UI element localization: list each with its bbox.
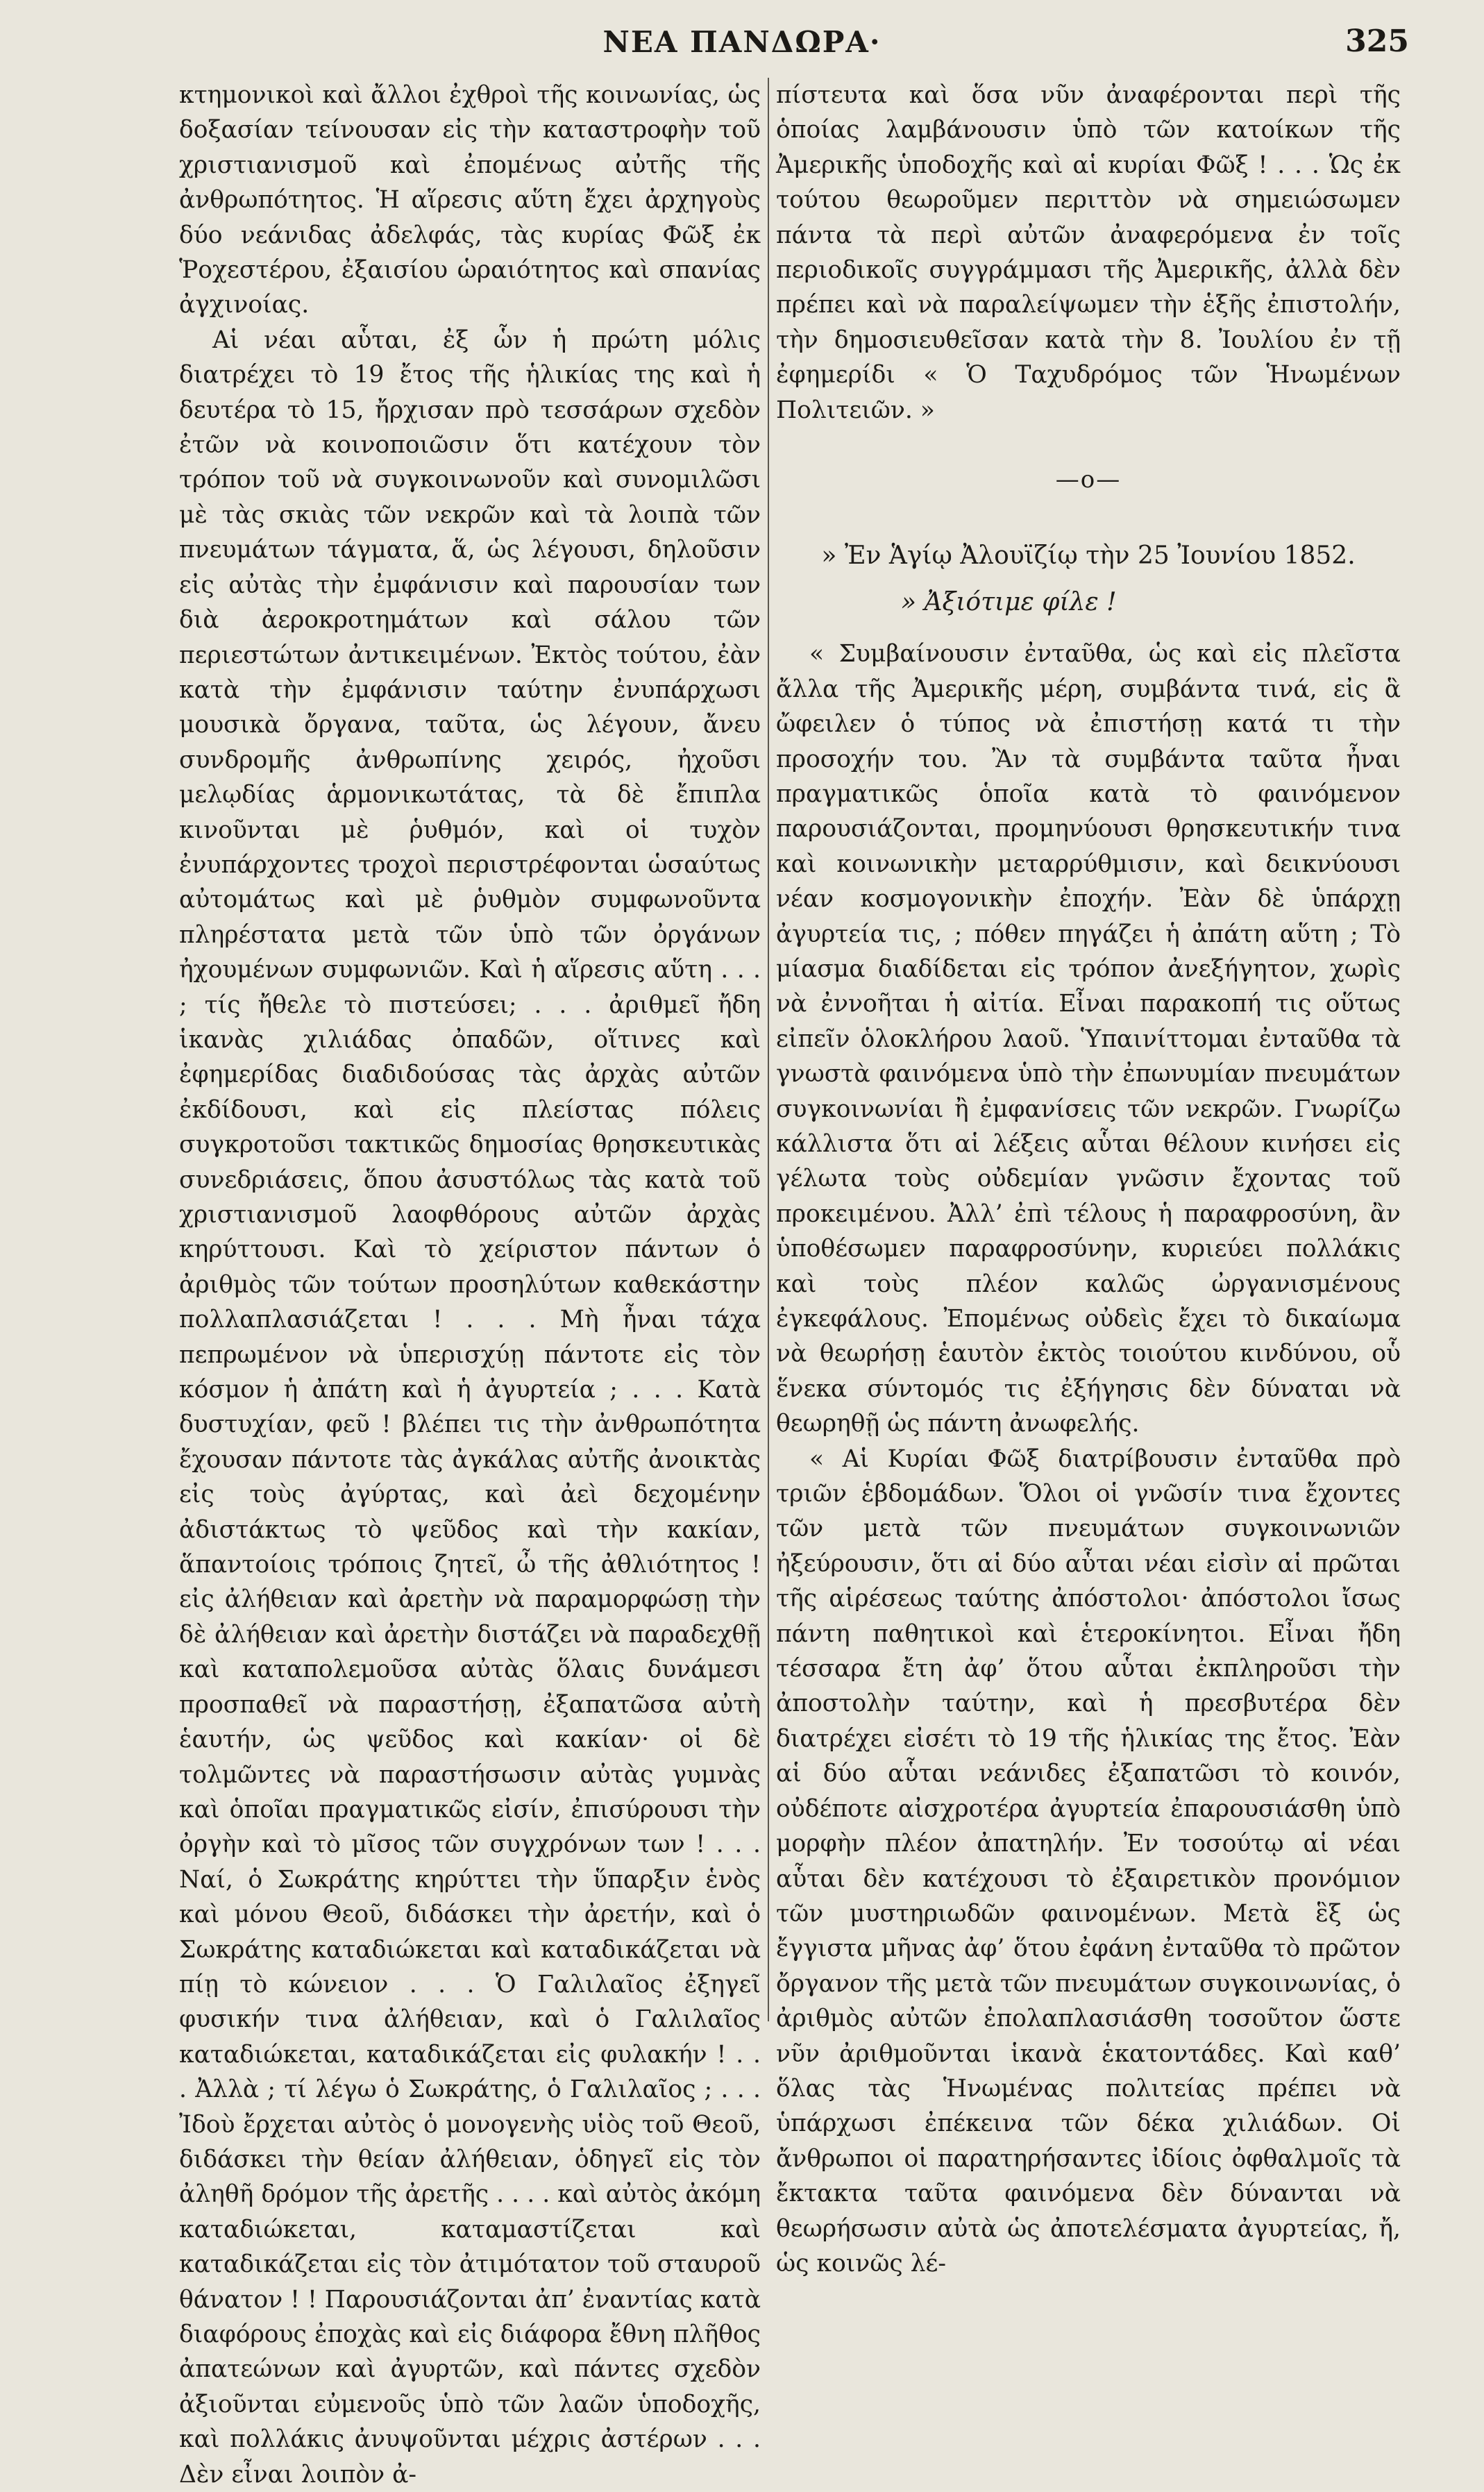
letter-paragraph: « Αἱ Κυρίαι Φῶξ διατρίβουσιν ἐνταῦθα πρὸ τριῶν ἑβδομάδων. Ὅλοι οἱ γνῶσίν τινα ἔχοντες τῶν μετὰ τῶν πνευμάτων συγκοινωνιῶν ἠξεύρουσιν, ὅτι αἱ δύο αὗται νέαι εἰσὶν αἱ πρῶται τῆς αἱρέσεως ταύτης ἀπόστολοι· ἀπόστολοι ἴσως πάντη παθητικοὶ καὶ ἑτεροκίνητοι. Εἶναι ἤδη τέσσαρα ἔτη ἀφ’ ὅτου αὗται ἐκπληροῦσι τὴν ἀποστολὴν ταύτην, καὶ ἡ πρεσβυτέρα δὲν διατρέχει εἰσέτι τὸ 19 τῆς ἡλικίας της ἔτος. Ἐὰν αἱ δύο αὗται νεάνιδες ἐξαπατῶσι τὸ κοινόν, οὐδέποτε αἰσχροτέρα ἀγυρτεία ἐπαρουσιάσθη ὑπὸ μορφὴν πλέον ἀπατηλήν. Ἐν τοσούτῳ αἱ νέαι αὗται δὲν κατέχουσι τὸ ἐξαιρετικὸν προνόμιον τῶν μυστηριωδῶν φαινομένων. Μετὰ ἓξ ὡς ἔγγιστα μῆνας ἀφ’ ὅτου ἐφάνη ἐνταῦθα τὸ πρῶτον ὄργανον τῆς μετὰ τῶν πνευμάτων συγκοινωνίας, ὁ ἀριθμὸς αὐτῶν ἐπολαπλασιάσθη τοσοῦτον ὥστε νῦν ἀριθμοῦνται ἱκανὰ ἑκατοντάδες. Καὶ καθ’ ὅλας τὰς Ἡνωμένας πολιτείας πρέπει νὰ ὑπάρχωσι ἐπέκεινα τῶν δέκα χιλιάδων. Οἱ ἄνθρωποι οἱ παρατηρήσαντες ἰδίοις ὀφθαλμοῖς τὰ ἔκτακτα ταῦτα φαινόμενα δὲν δύνανται νὰ θεωρήσωσιν αὐτὰ ὡς ἀποτελέσματα ἀγυρτείας, ἤ, ὡς κοινῶς λέ- — [776, 1445, 1401, 2278]
paragraph: πίστευτα καὶ ὅσα νῦν ἀναφέρονται περὶ τῆς ὁποίας λαμβάνουσιν ὑπὸ τῶν κατοίκων τῆς Ἀμερικῆς ὑποδοχῆς καὶ αἱ κυρίαι Φῶξ ! . . . Ὡς ἐκ τούτου θεωροῦμεν περιττὸν νὰ σημειώσωμεν πάντα τὰ περὶ αὐτῶν ἀναφερόμενα ἐν τοῖς περιοδικοῖς συγγράμμασι τῆς Ἀμερικῆς, ἀλλὰ δὲν πρέπει καὶ νὰ παραλείψωμεν τὴν ἑξῆς ἐπιστολήν, τὴν δημοσιευθεῖσαν κατὰ τὴν 8. Ἰουλίου ἐν τῇ ἐφημερίδι « Ὁ Ταχυδρόμος τῶν Ἡνωμένων Πολιτειῶν. » — [776, 81, 1401, 424]
section-divider: —o— — [1055, 466, 1122, 494]
letter-dateline: » Ἐν Ἁγίῳ Ἀλουϊζίῳ τὴν 25 Ἰουνίου 1852. — [821, 541, 1356, 571]
paragraph: Αἱ νέαι αὗται, ἐξ ὧν ἡ πρώτη μόλις διατρέχει τὸ 19 ἔτος τῆς ἡλικίας της καὶ ἡ δευτέρα τὸ 15, ἤρχισαν πρὸ τεσσάρων σχεδὸν ἐτῶν νὰ κοινοποιῶσιν ὅτι κατέχουν τὸν τρόπον τοῦ νὰ συγκοινωνοῦν καὶ συνομιλῶσι μὲ τὰς σκιὰς τῶν νεκρῶν καὶ τὰ λοιπὰ τῶν πνευμάτων τάγματα, ἅ, ὡς λέγουσι, δηλοῦσιν εἰς αὐτὰς τὴν ἐμφάνισιν καὶ παρουσίαν των διὰ ἀεροκροτημάτων καὶ σάλου τῶν περιεστώτων ἀντικειμένων. Ἐκτὸς τούτου, ἐὰν κατὰ τὴν ἐμφάνισιν ταύτην ἐνυπάρχωσι μουσικὰ ὄργανα, ταῦτα, ὡς λέγουν, ἄνευ συνδρομῆς ἀνθρωπίνης χειρός, ἠχοῦσι μελῳδίας ἁρμονικωτάτας, τὰ δὲ ἔπιπλα κινοῦνται μὲ ῥυθμόν, καὶ οἱ τυχὸν ἐνυπάρχοντες τροχοὶ περιστρέφονται ὡσαύτως αὐτομάτως καὶ μὲ ῥυθμὸν συμφωνοῦντα πληρέστατα μετὰ τῶν ὑπὸ τῶν ὀργάνων ἠχουμένων συμφωνιῶν. Καὶ ἡ αἵρεσις αὕτη . . . ; τίς ἤθελε τὸ πιστεύσει; . . . ἀριθμεῖ ἤδη ἱκανὰς χιλιάδας ὀπαδῶν, οἵτινες καὶ ἐφημερίδας διαδιδούσας τὰς ἀρχὰς αὐτῶν ἐκδίδουσι, καὶ εἰς πλείστας πόλεις συγκροτοῦσι τακτικῶς δημοσίας θρησκευτικὰς συνεδριάσεις, ὅπου ἀσυστόλως τὰς κατὰ τοῦ χριστιανισμοῦ λαοφθόρους αὐτῶν ἀρχὰς κηρύττουσι. Καὶ τὸ χείριστον πάντων ὁ ἀριθμὸς τῶν τούτων προσηλύτων καθεκάστην πολλαπλασιάζεται ! . . . Μὴ ἦναι τάχα πεπρωμένον νὰ ὑπερισχύῃ πάντοτε εἰς τὸν κόσμον ἡ ἀπάτη καὶ ἡ ἀγυρτεία ; . . . Κατὰ δυστυχίαν, φεῦ ! βλέπει τις τὴν ἀνθρωπότητα ἔχουσαν πάντοτε τὰς ἀγκάλας αὐτῆς ἀνοικτὰς εἰς τοὺς ἀγύρτας, καὶ ἀεὶ δεχομένην ἀδιστάκτως τὸ ψεῦδος καὶ τὴν κακίαν, ἅπαντοίοις τρόποις ζητεῖ, ὦ τῆς ἀθλιότητος ! εἰς ἀλήθειαν καὶ ἀρετὴν νὰ παραμορφώσῃ τὴν δὲ ἀλήθειαν καὶ ἀρετὴν διστάζει νὰ παραδεχθῇ καὶ καταπολεμοῦσα αὐτὰς ὅλαις δυνάμεσι προσπαθεῖ νὰ παραστήσῃ, ἐξαπατῶσα αὐτὴ ἑαυτήν, ὡς ψεῦδος καὶ κακίαν· οἱ δὲ τολμῶντες νὰ παραστήσωσιν αὐτὰς γυμνὰς καὶ ὁποῖαι πραγματικῶς εἰσίν, ἐπισύρουσι τὴν ὀργὴν καὶ τὸ μῖσος τῶν συγχρόνων των ! . . . Ναί, ὁ Σωκράτης κηρύττει τὴν ὕπαρξιν ἑνὸς καὶ μόνου Θεοῦ, διδάσκει τὴν ἀρετήν, καὶ ὁ Σωκράτης καταδιώκεται καὶ καταδικάζεται νὰ πίῃ τὸ κώνειον . . . Ὁ Γαλιλαῖος ἐξηγεῖ φυσικήν τινα ἀλήθειαν, καὶ ὁ Γαλιλαῖος καταδιώκεται, καταδικάζεται εἰς φυλακήν ! . . . Ἀλλὰ ; τί λέγω ὁ Σωκράτης, ὁ Γαλιλαῖος ; . . . Ἰδοὺ ἔρχεται αὐτὸς ὁ μονογενὴς υἱὸς τοῦ Θεοῦ, διδάσκει τὴν θείαν ἀλήθειαν, ὁδηγεῖ εἰς τὸν ἀληθῆ δρόμον τῆς ἀρετῆς . . . . καὶ αὐτὸς ἀκόμη καταδιώκεται, καταμαστίζεται καὶ καταδικάζεται εἰς τὸν ἀτιμότατον τοῦ σταυροῦ θάνατον ! ! Παρουσιάζονται ἀπ’ ἐναντίας κατὰ διαφόρους ἐποχὰς καὶ εἰς διάφορα ἔθνη πλῆθος ἀπατεώνων καὶ ἀγυρτῶν, καὶ πάντες σχεδὸν ἀξιοῦνται εὐμενοῦς ὑπὸ τῶν λαῶν ὑποδοχῆς, καὶ πολλάκις ἀνυψοῦνται μέχρις ἀστέρων . . . Δὲν εἶναι λοιπὸν ἀ- — [179, 326, 761, 2489]
right-column — [776, 78, 1401, 2281]
paragraph: κτημονικοὶ καὶ ἄλλοι ἐχθροὶ τῆς κοινωνίας, ὡς δοξασίαν τείνουσαν εἰς τὴν καταστροφὴν τοῦ χριστιανισμοῦ καὶ ἐπομένως αὐτῆς τῆς ἀνθρωπότητος. Ἡ αἵρεσις αὕτη ἔχει ἀρχηγοὺς δύο νεάνιδας ἀδελφάς, τὰς κυρίας Φῶξ ἐκ Ῥοχεστέρου, ἐξαισίου ὡραιότητος καὶ σπανίας ἀγχινοίας. — [179, 81, 761, 319]
running-title: ΝΕΑ ΠΑΝΔΩΡΑ· — [602, 25, 882, 59]
left-column — [179, 78, 761, 2492]
column-rule — [768, 78, 769, 2021]
letter-paragraph: « Συμβαίνουσιν ἐνταῦθα, ὡς καὶ εἰς πλεῖστα ἄλλα τῆς Ἀμερικῆς μέρη, συμβάντα τινά, εἰς ἃ ὤφειλεν ὁ τύπος νὰ ἐπιστήσῃ κατά τι τὴν προσοχήν του. Ἂν τὰ συμβάντα ταῦτα ἦναι πραγματικῶς ὁποῖα κατὰ τὸ φαινόμενον παρουσιάζονται, προμηνύουσι θρησκευτικήν τινα καὶ κοινωνικὴν μεταρρύθμισιν, καὶ δεικνύουσι νέαν κοσμογονικὴν ἐποχήν. Ἐὰν δὲ ὑπάρχῃ ἀγυρτεία τις, ; πόθεν πηγάζει ἡ ἀπάτη αὕτη ; Τὸ μίασμα διαδίδεται εἰς τρόπον ἀνεξήγητον, χωρὶς νὰ ἐννοῆται ἡ αἰτία. Εἶναι παρακοπή τις οὕτως εἰπεῖν ὁλοκλήρου λαοῦ. Ὑπαινίττομαι ἐνταῦθα τὰ γνωστὰ φαινόμενα ὑπὸ τὴν ἐπωνυμίαν πνευμάτων συγκοινωνίαι ἢ ἐμφανίσεις τῶν νεκρῶν. Γνωρίζω κάλλιστα ὅτι αἱ λέξεις αὗται θέλουν κινήσει εἰς γέλωτα τοὺς οὐδεμίαν γνῶσιν ἔχοντας τοῦ προκειμένου. Ἀλλ’ ἐπὶ τέλους ἡ παραφροσύνη, ἂν ὑποθέσωμεν παραφροσύνην, κυριεύει πολλάκις καὶ τοὺς πλέον καλῶς ὠργανισμένους ἐγκεφάλους. Ἐπομένως οὐδεὶς ἔχει τὸ δικαίωμα νὰ θεωρήσῃ ἑαυτὸν ἐκτὸς τοιούτου κινδύνου, οὗ ἕνεκα σύντομός τις ἐξήγησις δὲν δύναται νὰ θεωρηθῇ ὡς πάντη ἀνωφελής. — [776, 640, 1401, 1438]
page-number: 325 — [1345, 24, 1409, 59]
letter-salutation: » Ἀξιότιμε φίλε ! — [901, 587, 1117, 616]
